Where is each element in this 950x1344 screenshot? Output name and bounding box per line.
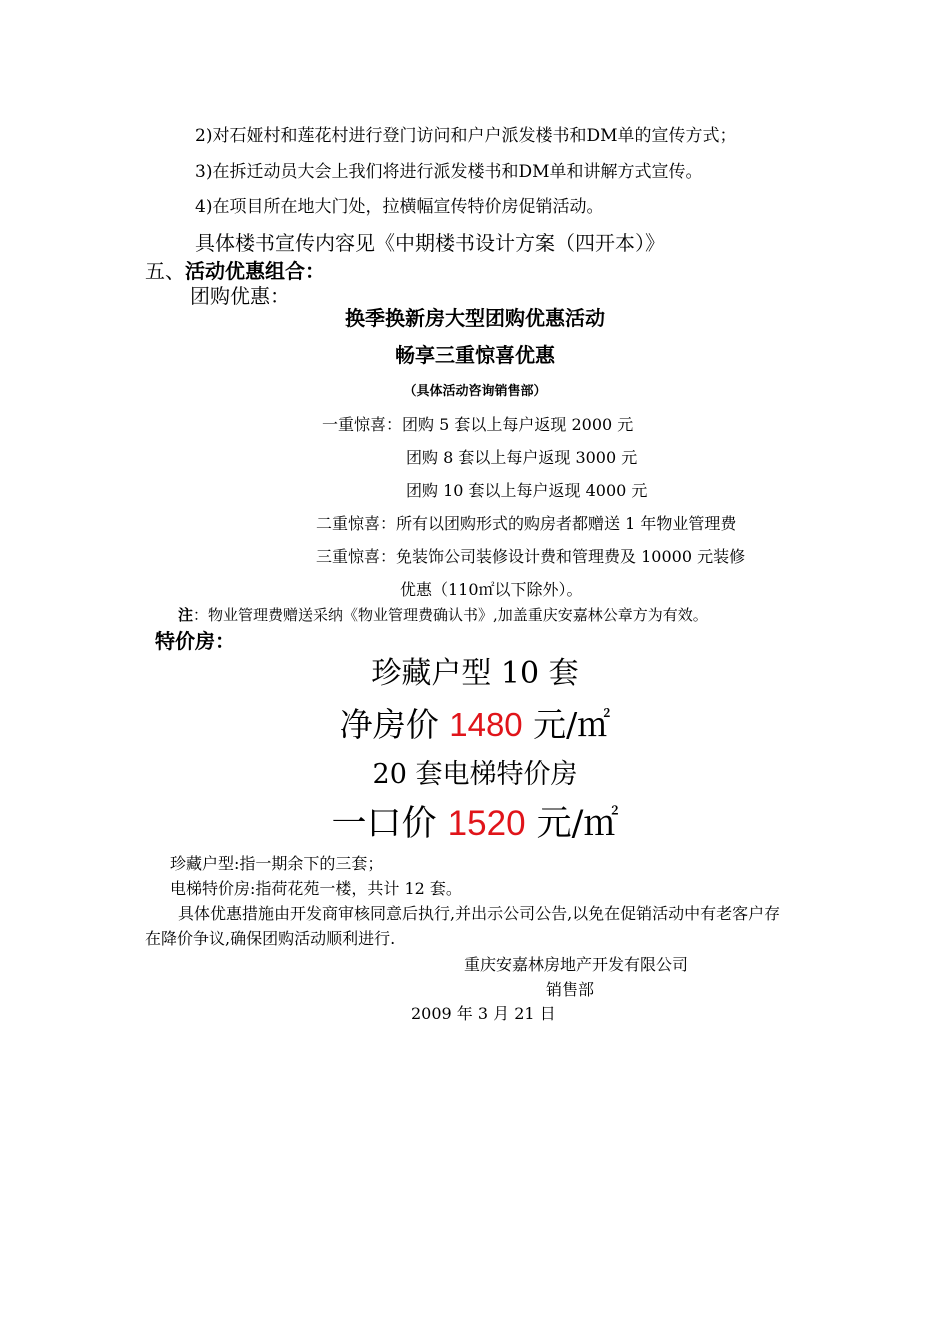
surprise-2 (316, 514, 736, 533)
surprise-1-item-1: 团购 5 套以上每户返现 2000 元 (402, 415, 634, 434)
surprise-1-label: 一重惊喜： (322, 415, 403, 434)
signature-company: 重庆安嘉林房地产开发有限公司 (464, 955, 689, 974)
group-buy-label: 团购优惠： (190, 284, 290, 308)
surprise-1 (322, 415, 633, 434)
surprise-3-continued: 优惠（110㎡以下除外）。 (400, 580, 583, 599)
surprise-3 (316, 547, 745, 566)
offer-collection-units: 珍藏户型 10 套 (371, 656, 579, 691)
signature-department: 销售部 (546, 980, 595, 999)
signature-date: 2009 年 3 月 21 日 (411, 1004, 556, 1023)
offer-net-price (0, 705, 950, 745)
offer-flat-price-value: 1520 (447, 804, 526, 843)
event-title: 换季换新房大型团购优惠活动 (345, 306, 605, 330)
offer-net-price-prefix: 净房价 (339, 705, 450, 744)
offer-flat-price-unit: 元/㎡ (525, 804, 619, 844)
offer-elevator-units: 20 套电梯特价房 (372, 759, 578, 790)
footnote (178, 606, 708, 624)
footnote-text: ：物业管理费赠送采纳《物业管理费确认书》,加盖重庆安嘉林公章方为有效。 (193, 606, 708, 624)
section-heading (145, 259, 325, 283)
surprise-1-item-3: 团购 10 套以上每户返现 4000 元 (406, 481, 648, 500)
offer-net-price-unit: 元/㎡ (522, 705, 611, 744)
surprise-2-label: 二重惊喜： (316, 514, 397, 533)
surprise-2-text: 所有以团购形式的购房者都赠送 1 年物业管理费 (396, 514, 737, 533)
promo-method-4: 4)在项目所在地大门处，拉横幅宣传特价房促销活动。 (195, 197, 604, 217)
definition-collection: 珍藏户型:指一期余下的三套； (170, 854, 384, 873)
closing-line-2: 在降价争议,确保团购活动顺利进行. (145, 929, 396, 948)
offer-flat-price (0, 803, 950, 845)
definition-elevator: 电梯特价房:指荷花苑一楼，共计 12 套。 (170, 879, 462, 898)
footnote-label: 注 (178, 606, 194, 624)
surprise-1-item-2: 团购 8 套以上每户返现 3000 元 (406, 448, 638, 467)
event-subtitle: 畅享三重惊喜优惠 (395, 343, 555, 367)
surprise-3-label: 三重惊喜： (316, 547, 397, 566)
offer-flat-price-prefix: 一口价 (331, 804, 448, 844)
special-price-label: 特价房： (155, 629, 235, 653)
section-number: 五、 (145, 259, 185, 283)
brochure-reference: 具体楼书宣传内容见《中期楼书设计方案（四开本）》 (195, 231, 665, 255)
offer-net-price-value: 1480 (449, 706, 523, 743)
section-title: 活动优惠组合： (185, 259, 325, 283)
promo-method-2: 2)对石娅村和莲花村进行登门访问和户户派发楼书和DM单的宣传方式； (195, 126, 737, 146)
surprise-3-text: 免装饰公司装修设计费和管理费及 10000 元装修 (396, 547, 746, 566)
closing-line-1: 具体优惠措施由开发商审核同意后执行,并出示公司公告,以免在促销活动中有老客户存 (178, 904, 781, 923)
event-note: （具体活动咨询销售部） (403, 384, 547, 399)
promo-method-3: 3)在拆迁动员大会上我们将进行派发楼书和DM单和讲解方式宣传。 (195, 162, 703, 182)
